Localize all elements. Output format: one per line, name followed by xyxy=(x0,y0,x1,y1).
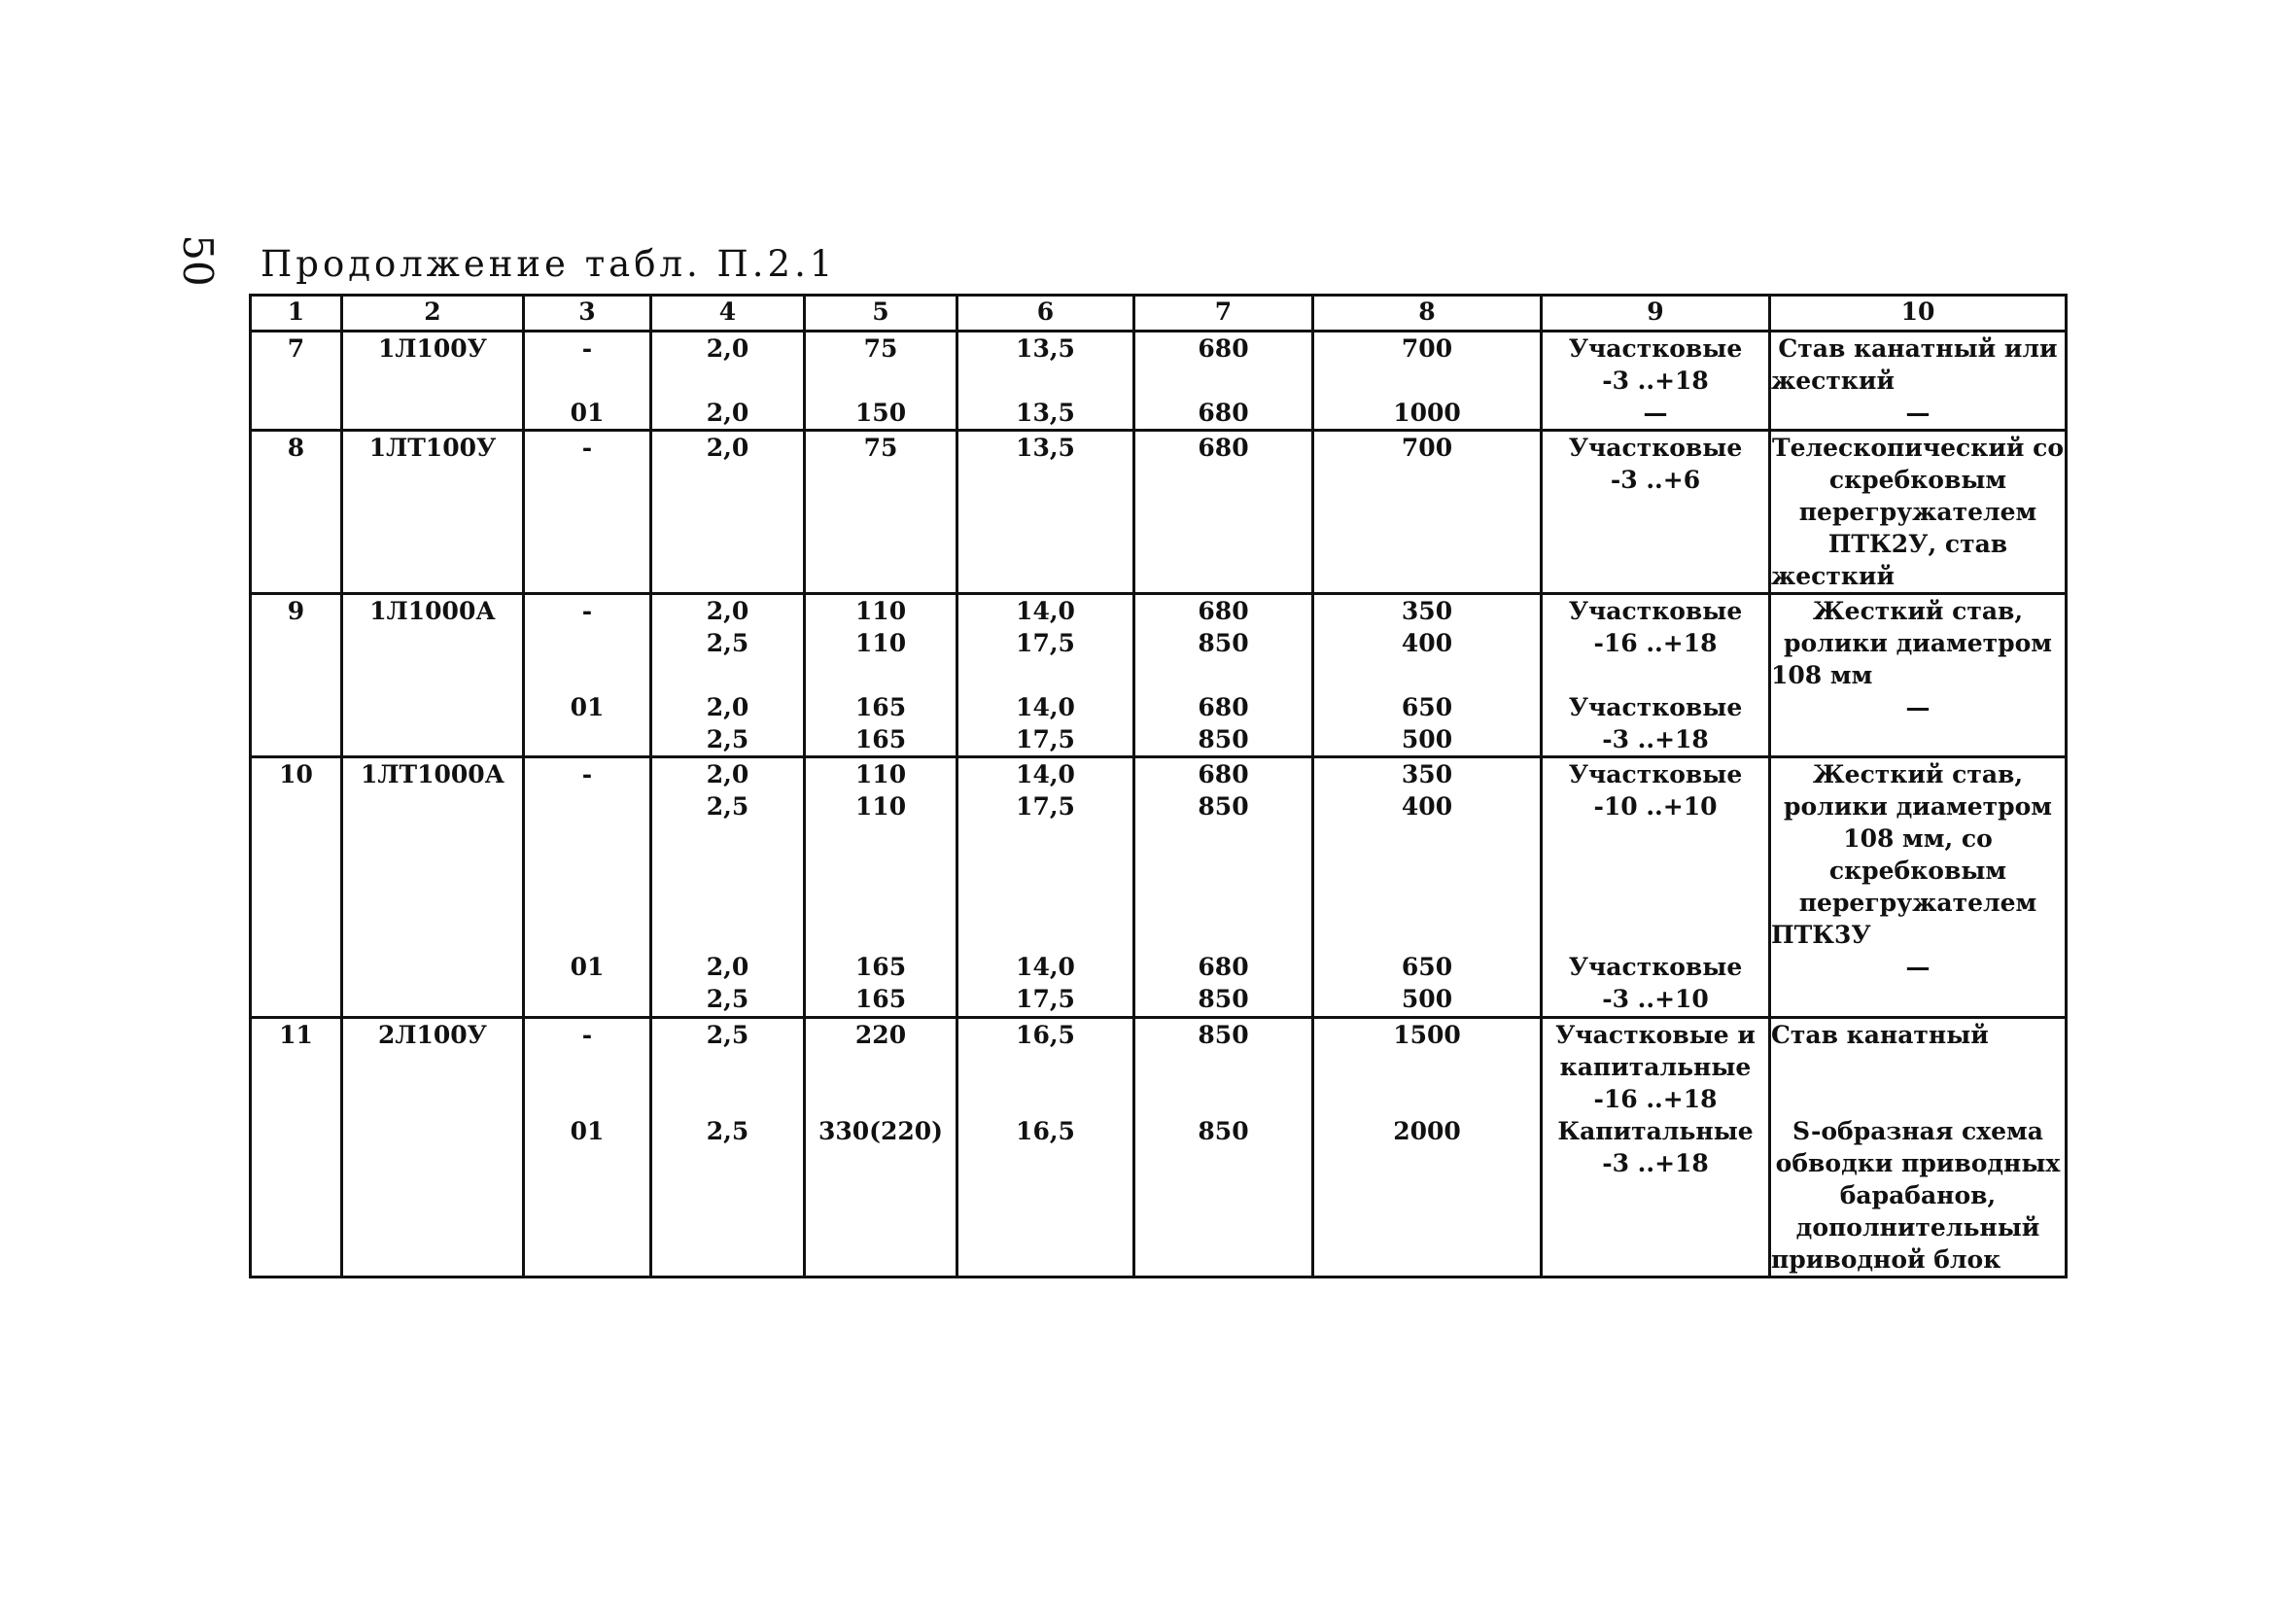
cell-number xyxy=(251,397,342,431)
table-row xyxy=(251,431,2067,594)
header-cell: 8 xyxy=(1313,296,1542,332)
cell-col10: Став канатный или жесткий xyxy=(1770,332,2067,398)
header-cell: 4 xyxy=(651,296,805,332)
cell-model: 2Л100У xyxy=(342,1017,524,1115)
cell-number: 7 xyxy=(251,332,342,398)
cell-col6: 14,0 17,5 xyxy=(957,951,1134,1017)
cell-variant: - xyxy=(524,332,651,398)
page-number: 50 xyxy=(174,234,222,287)
cell-col10: — xyxy=(1770,951,2067,1017)
cell-col4: 2,0 2,5 xyxy=(651,691,805,757)
cell-col4: 2,0 xyxy=(651,431,805,594)
cell-col10: Телескопический со скребковым перегружателем ПТК2У, став жесткий xyxy=(1770,431,2067,594)
cell-number: 10 xyxy=(251,757,342,952)
table-row xyxy=(251,594,2067,692)
cell-col7: 680 xyxy=(1134,397,1313,431)
table-row xyxy=(251,1017,2067,1115)
cell-col4: 2,0 2,5 xyxy=(651,594,805,692)
cell-col6: 14,0 17,5 xyxy=(957,691,1134,757)
cell-col5: 330(220) xyxy=(805,1115,957,1278)
cell-col5: 110 110 xyxy=(805,594,957,692)
table-row xyxy=(251,332,2067,398)
header-cell: 2 xyxy=(342,296,524,332)
header-cell: 3 xyxy=(524,296,651,332)
specifications-table xyxy=(249,294,2068,1278)
cell-model xyxy=(342,1115,524,1278)
cell-col9: Участковые -3 ..+10 xyxy=(1542,951,1770,1017)
cell-col10: Став канатный xyxy=(1770,1017,2067,1115)
cell-model xyxy=(342,691,524,757)
cell-col4: 2,0 2,5 xyxy=(651,757,805,952)
cell-model: 1Л1000А xyxy=(342,594,524,692)
cell-col7: 680 xyxy=(1134,332,1313,398)
table-row xyxy=(251,951,2067,1017)
cell-col8: 2000 xyxy=(1313,1115,1542,1278)
header-cell: 5 xyxy=(805,296,957,332)
cell-variant: 01 xyxy=(524,951,651,1017)
cell-col10: — xyxy=(1770,397,2067,431)
header-cell: 6 xyxy=(957,296,1134,332)
table-row xyxy=(251,691,2067,757)
cell-col7: 680 850 xyxy=(1134,757,1313,952)
cell-col9: — xyxy=(1542,397,1770,431)
cell-variant: - xyxy=(524,431,651,594)
table-caption: Продолжение табл. П.2.1 xyxy=(261,243,837,285)
cell-col10: Жесткий став, ролики диаметром 108 мм xyxy=(1770,594,2067,692)
cell-col6: 13,5 xyxy=(957,332,1134,398)
table-row xyxy=(251,757,2067,952)
cell-col4: 2,0 2,5 xyxy=(651,951,805,1017)
cell-col5: 165 165 xyxy=(805,951,957,1017)
cell-col9: Участковые -16 ..+18 xyxy=(1542,594,1770,692)
cell-col8: 650 500 xyxy=(1313,691,1542,757)
cell-col9: Участковые -3 ..+18 xyxy=(1542,691,1770,757)
cell-col7: 850 xyxy=(1134,1115,1313,1278)
cell-variant: 01 xyxy=(524,397,651,431)
cell-col9: Капитальные -3 ..+18 xyxy=(1542,1115,1770,1278)
cell-model: 1ЛТ100У xyxy=(342,431,524,594)
cell-model: 1ЛТ1000А xyxy=(342,757,524,952)
cell-model: 1Л100У xyxy=(342,332,524,398)
cell-col8: 650 500 xyxy=(1313,951,1542,1017)
cell-col8: 350 400 xyxy=(1313,594,1542,692)
header-cell: 7 xyxy=(1134,296,1313,332)
cell-col6: 13,5 xyxy=(957,397,1134,431)
cell-col10: S-образная схема обводки приводных барабанов, дополнительный приводной блок xyxy=(1770,1115,2067,1278)
cell-col8: 700 xyxy=(1313,332,1542,398)
cell-number xyxy=(251,1115,342,1278)
cell-col8: 1500 xyxy=(1313,1017,1542,1115)
cell-col5: 220 xyxy=(805,1017,957,1115)
header-cell: 10 xyxy=(1770,296,2067,332)
cell-col4: 2,0 xyxy=(651,332,805,398)
cell-col4: 2,0 xyxy=(651,397,805,431)
cell-variant: - xyxy=(524,594,651,692)
cell-col7: 850 xyxy=(1134,1017,1313,1115)
cell-variant: - xyxy=(524,1017,651,1115)
cell-number xyxy=(251,691,342,757)
cell-col9: Участковые и капитальные -16 ..+18 xyxy=(1542,1017,1770,1115)
cell-col5: 165 165 xyxy=(805,691,957,757)
cell-col8: 1000 xyxy=(1313,397,1542,431)
cell-col5: 110 110 xyxy=(805,757,957,952)
cell-col5: 150 xyxy=(805,397,957,431)
cell-number: 8 xyxy=(251,431,342,594)
cell-col5: 75 xyxy=(805,431,957,594)
table-row xyxy=(251,1115,2067,1278)
header-cell: 1 xyxy=(251,296,342,332)
header-row xyxy=(251,296,2067,332)
cell-col8: 350 400 xyxy=(1313,757,1542,952)
cell-col9: Участковые -10 ..+10 xyxy=(1542,757,1770,952)
cell-col7: 680 850 xyxy=(1134,594,1313,692)
cell-col7: 680 xyxy=(1134,431,1313,594)
cell-col5: 75 xyxy=(805,332,957,398)
cell-variant: 01 xyxy=(524,1115,651,1278)
cell-col10: — xyxy=(1770,691,2067,757)
cell-variant: 01 xyxy=(524,691,651,757)
cell-col6: 14,0 17,5 xyxy=(957,594,1134,692)
cell-col7: 680 850 xyxy=(1134,951,1313,1017)
cell-col6: 16,5 xyxy=(957,1115,1134,1278)
cell-col6: 14,0 17,5 xyxy=(957,757,1134,952)
cell-number: 11 xyxy=(251,1017,342,1115)
cell-col9: Участковые -3 ..+18 xyxy=(1542,332,1770,398)
cell-col4: 2,5 xyxy=(651,1115,805,1278)
cell-col6: 16,5 xyxy=(957,1017,1134,1115)
cell-col9: Участковые -3 ..+6 xyxy=(1542,431,1770,594)
cell-variant: - xyxy=(524,757,651,952)
cell-number xyxy=(251,951,342,1017)
cell-col6: 13,5 xyxy=(957,431,1134,594)
cell-col8: 700 xyxy=(1313,431,1542,594)
cell-col7: 680 850 xyxy=(1134,691,1313,757)
table-row xyxy=(251,397,2067,431)
cell-col10: Жесткий став, ролики диаметром 108 мм, со скребковым перегружателем ПТК3У xyxy=(1770,757,2067,952)
header-cell: 9 xyxy=(1542,296,1770,332)
cell-model xyxy=(342,397,524,431)
cell-number: 9 xyxy=(251,594,342,692)
cell-col4: 2,5 xyxy=(651,1017,805,1115)
cell-model xyxy=(342,951,524,1017)
